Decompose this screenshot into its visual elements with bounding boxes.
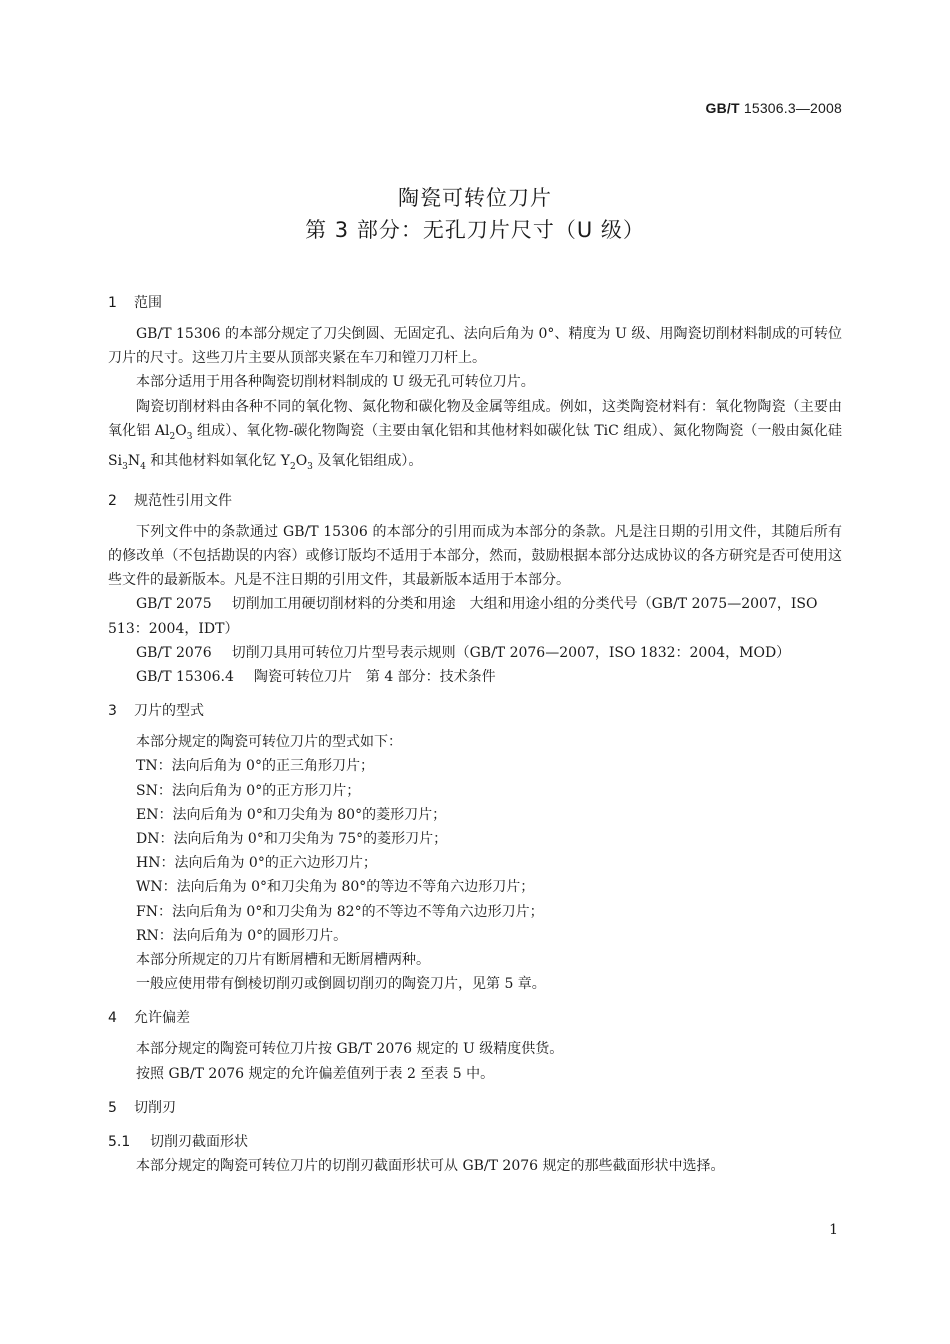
- insert-types-intro: 本部分规定的陶瓷可转位刀片的型式如下：: [136, 734, 402, 751]
- insert-type-item: DN：法向后角为 0°和刀尖角为 75°的菱形刀片；: [136, 831, 448, 848]
- standard-code: [706, 100, 843, 116]
- section-number: 2: [108, 492, 117, 509]
- insert-type-item: WN：法向后角为 0°和刀尖角为 80°的等边不等角六边形刀片；: [136, 879, 535, 896]
- chipbreaker-paragraph: 本部分所规定的刀片有断屑槽和无断屑槽两种。: [136, 952, 430, 969]
- section-title: 允许偏差: [134, 1010, 190, 1027]
- insert-type-item: EN：法向后角为 0°和刀尖角为 80°的菱形刀片；: [136, 806, 447, 823]
- tolerance-paragraph-1: 本部分规定的陶瓷可转位刀片按 GB/T 2076 规定的 U 级精度供货。: [136, 1041, 564, 1058]
- subsection-title: 切削刃截面形状: [150, 1133, 248, 1150]
- document-body: [108, 291, 842, 1178]
- section-5-heading: [108, 1096, 842, 1120]
- page-number: 1: [829, 1222, 838, 1238]
- section-3-heading: [108, 699, 842, 723]
- scope-paragraph-2: 本部分适用于用各种陶瓷切削材料制成的 U 级无孔可转位刀片。: [136, 374, 535, 391]
- insert-type-item: FN：法向后角为 0°和刀尖角为 82°的不等边不等角六边形刀片；: [136, 903, 544, 920]
- section-title: 刀片的型式: [134, 703, 204, 720]
- reference-item: GB/T 15306.4 陶瓷可转位刀片 第 4 部分：技术条件: [136, 669, 496, 686]
- section-number: 5: [108, 1099, 117, 1116]
- section-number: 4: [108, 1010, 117, 1027]
- section-number: 3: [108, 703, 117, 720]
- standard-number: 15306.3—2008: [743, 100, 842, 116]
- cutting-edge-section-paragraph: 本部分规定的陶瓷可转位刀片的切削刃截面形状可从 GB/T 2076 规定的那些截面形状中选择。: [136, 1157, 725, 1174]
- section-title: 规范性引用文件: [134, 492, 232, 509]
- cutting-edge-note-paragraph: 一般应使用带有倒棱切削刃或倒圆切削刃的陶瓷刀片，见第 5 章。: [136, 976, 546, 993]
- section-1-heading: [108, 291, 842, 315]
- insert-type-item: HN：法向后角为 0°的正六边形刀片；: [136, 855, 377, 872]
- title-line-2: 第 3 部分：无孔刀片尺寸（U 级）: [305, 218, 645, 242]
- section-title: 切削刃: [134, 1099, 176, 1116]
- subsection-number: 5.1: [108, 1133, 131, 1150]
- insert-type-item: SN：法向后角为 0°的正方形刀片；: [136, 782, 361, 799]
- section-title: 范围: [134, 295, 162, 311]
- scope-paragraph-1: GB/T 15306 的本部分规定了刀尖倒圆、无固定孔、法向后角为 0°、精度为 U 级、用陶瓷切削材料制成的可转位刀片的尺寸。这些刀片主要从顶部夹紧在车刀和镗刀刀杆上。: [108, 326, 842, 367]
- title-line-1: 陶瓷可转位刀片: [398, 186, 552, 210]
- reference-item: GB/T 2075 切削加工用硬切削材料的分类和用途 大组和用途小组的分类代号（GB/T 2075—2007，ISO 513：2004，IDT）: [108, 596, 818, 637]
- section-number: 1: [108, 295, 117, 311]
- standard-prefix: GB/T: [705, 100, 740, 116]
- section-2-heading: [108, 489, 842, 513]
- reference-item: GB/T 2076 切削刀具用可转位刀片型号表示规则（GB/T 2076—2007，ISO 1832：2004，MOD）: [136, 644, 791, 661]
- tolerance-paragraph-2: 按照 GB/T 2076 规定的允许偏差值列于表 2 至表 5 中。: [136, 1065, 495, 1082]
- insert-type-item: RN：法向后角为 0°的圆形刀片。: [136, 927, 348, 944]
- scope-paragraph-3: 陶瓷切削材料由各种不同的氧化物、氮化物和碳化物及金属等组成。例如，这类陶瓷材料有：氧化物陶瓷（主要由氧化铝 $Al_2O_3$ 组成）、氧化物-碳化物陶瓷（主要由氧化铝和其他材料如碳化钛 TiC 组成）、氮化物陶瓷（一般由氮化硅 $Si_3N_4$ 和其他材料如氧化钇 $Y_2O_3$ 及氧化铝组成）。: [108, 398, 842, 472]
- normative-references-paragraph: 下列文件中的条款通过 GB/T 15306 的本部分的引用而成为本部分的条款。凡是注日期的引用文件，其随后所有的修改单（不包括勘误的内容）或修订版均不适用于本部分，然而，鼓励根据本部分达成协议的各方研究是否可使用这些文件的最新版本。凡是不注日期的引用文件，其最新版本适用于本部分。: [108, 523, 842, 589]
- section-4-heading: [108, 1006, 842, 1030]
- insert-type-item: TN：法向后角为 0°的正三角形刀片；: [136, 758, 374, 775]
- document-title: [0, 182, 950, 246]
- section-5-1-heading: [108, 1130, 842, 1154]
